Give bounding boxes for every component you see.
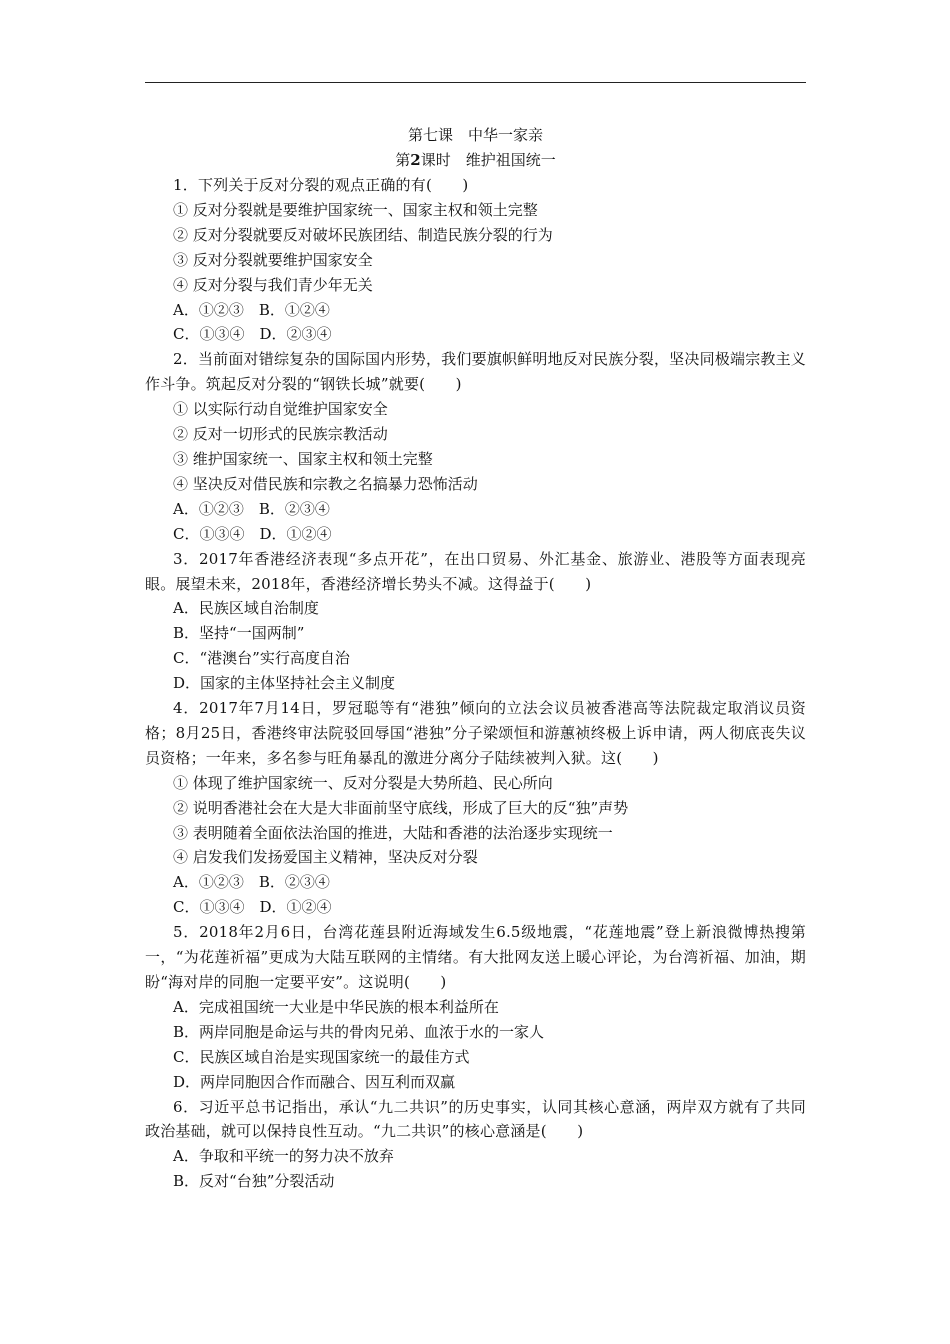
- question-stem: 3．2017年香港经济表现“多点开花”，在出口贸易、外汇基金、旅游业、港股等方面表现亮眼。展望未来，2018年，香港经济增长势头不减。这得益于( ): [145, 549, 806, 593]
- question-stem: 2．当前面对错综复杂的国际国内形势，我们要旗帜鲜明地反对民族分裂，坚决同极端宗教主义作斗争。筑起反对分裂的“钢铁长城”就要( ): [145, 350, 806, 394]
- question-1: [145, 173, 806, 347]
- statement-item: ③ 表明随着全面依法治国的推进，大陆和香港的法治逐步实现统一: [173, 823, 613, 842]
- statement-item: ② 反对分裂就要反对破坏民族团结、制造民族分裂的行为: [173, 225, 553, 244]
- header-rule: [145, 82, 806, 83]
- answer-choice: B．反对“台独”分裂活动: [173, 1172, 335, 1191]
- question-stem: 5．2018年2月6日，台湾花莲县附近海域发生6.5级地震，“花莲地震”登上新浪微博热搜第一，“为花莲祈福”更成为大陆互联网的主情绪。有大批网友送上暖心评论，为台湾祈福、加油，期盼“海对岸的同胞一定要平安”。这说明( ): [145, 923, 806, 991]
- answer-choice: C．民族区域自治是实现国家统一的最佳方式: [173, 1047, 470, 1066]
- question-stem: 4．2017年7月14日，罗冠聪等有“港独”倾向的立法会议员被香港高等法院裁定取消议员资格；8月25日，香港终审法院驳回辱国“港独”分子梁颂恒和游蕙祯终极上诉申请，两人彻底丧失议员资格；一年来，多名参与旺角暴乱的激进分离分子陆续被判入狱。这( ): [145, 699, 806, 767]
- statement-item: ① 以实际行动自觉维护国家安全: [173, 400, 388, 419]
- question-6: [145, 1095, 806, 1195]
- answer-choice: C．①③④ D．①②④: [173, 524, 332, 543]
- answer-choice: C．①③④ D．②③④: [173, 325, 332, 344]
- statement-item: ① 体现了维护国家统一、反对分裂是大势所趋、民心所向: [173, 773, 553, 792]
- answer-choice: B．两岸同胞是命运与共的骨肉兄弟、血浓于水的一家人: [173, 1022, 545, 1041]
- answer-choice: A．①②③ B．②③④: [173, 873, 330, 892]
- answer-choice: A．争取和平统一的努力决不放弃: [173, 1147, 394, 1166]
- statement-item: ④ 反对分裂与我们青少年无关: [173, 275, 373, 294]
- page-title: 第七课 中华一家亲: [407, 126, 543, 144]
- answer-choice: A．①②③ B．①②④: [173, 300, 330, 319]
- answer-choice: D．国家的主体坚持社会主义制度: [173, 674, 396, 693]
- question-2: [145, 347, 806, 546]
- answer-choice: A．完成祖国统一大业是中华民族的根本利益所在: [173, 997, 499, 1016]
- question-3: [145, 547, 806, 696]
- answer-choice: A．民族区域自治制度: [173, 599, 319, 618]
- statement-item: ② 反对一切形式的民族宗教活动: [173, 425, 388, 444]
- answer-choice: A．①②③ B．②③④: [173, 499, 330, 518]
- question-4: [145, 696, 806, 920]
- question-stem: 1．下列关于反对分裂的观点正确的有( ): [173, 176, 469, 194]
- question-5: [145, 920, 806, 1094]
- statement-item: ③ 维护国家统一、国家主权和领土完整: [173, 449, 433, 468]
- question-stem: 6．习近平总书记指出，承认“九二共识”的历史事实，认同其核心意涵，两岸双方就有了共同政治基础，就可以保持良性互动。“九二共识”的核心意涵是( ): [145, 1097, 806, 1141]
- page-subtitle: 第2课时 维护祖国统一: [395, 151, 556, 169]
- worksheet: [145, 123, 806, 1194]
- statement-item: ② 说明香港社会在大是大非面前坚守底线，形成了巨大的反“独”声势: [173, 798, 629, 817]
- statement-item: ④ 启发我们发扬爱国主义精神，坚决反对分裂: [173, 848, 478, 867]
- answer-choice: B．坚持“一国两制”: [173, 624, 305, 643]
- statement-item: ① 反对分裂就是要维护国家统一、国家主权和领土完整: [173, 200, 538, 219]
- statement-item: ③ 反对分裂就要维护国家安全: [173, 250, 373, 269]
- answer-choice: C．“港澳台”实行高度自治: [173, 649, 350, 668]
- answer-choice: D．两岸同胞因合作而融合、因互利而双赢: [173, 1072, 456, 1091]
- statement-item: ④ 坚决反对借民族和宗教之名搞暴力恐怖活动: [173, 474, 478, 493]
- answer-choice: C．①③④ D．①②④: [173, 898, 332, 917]
